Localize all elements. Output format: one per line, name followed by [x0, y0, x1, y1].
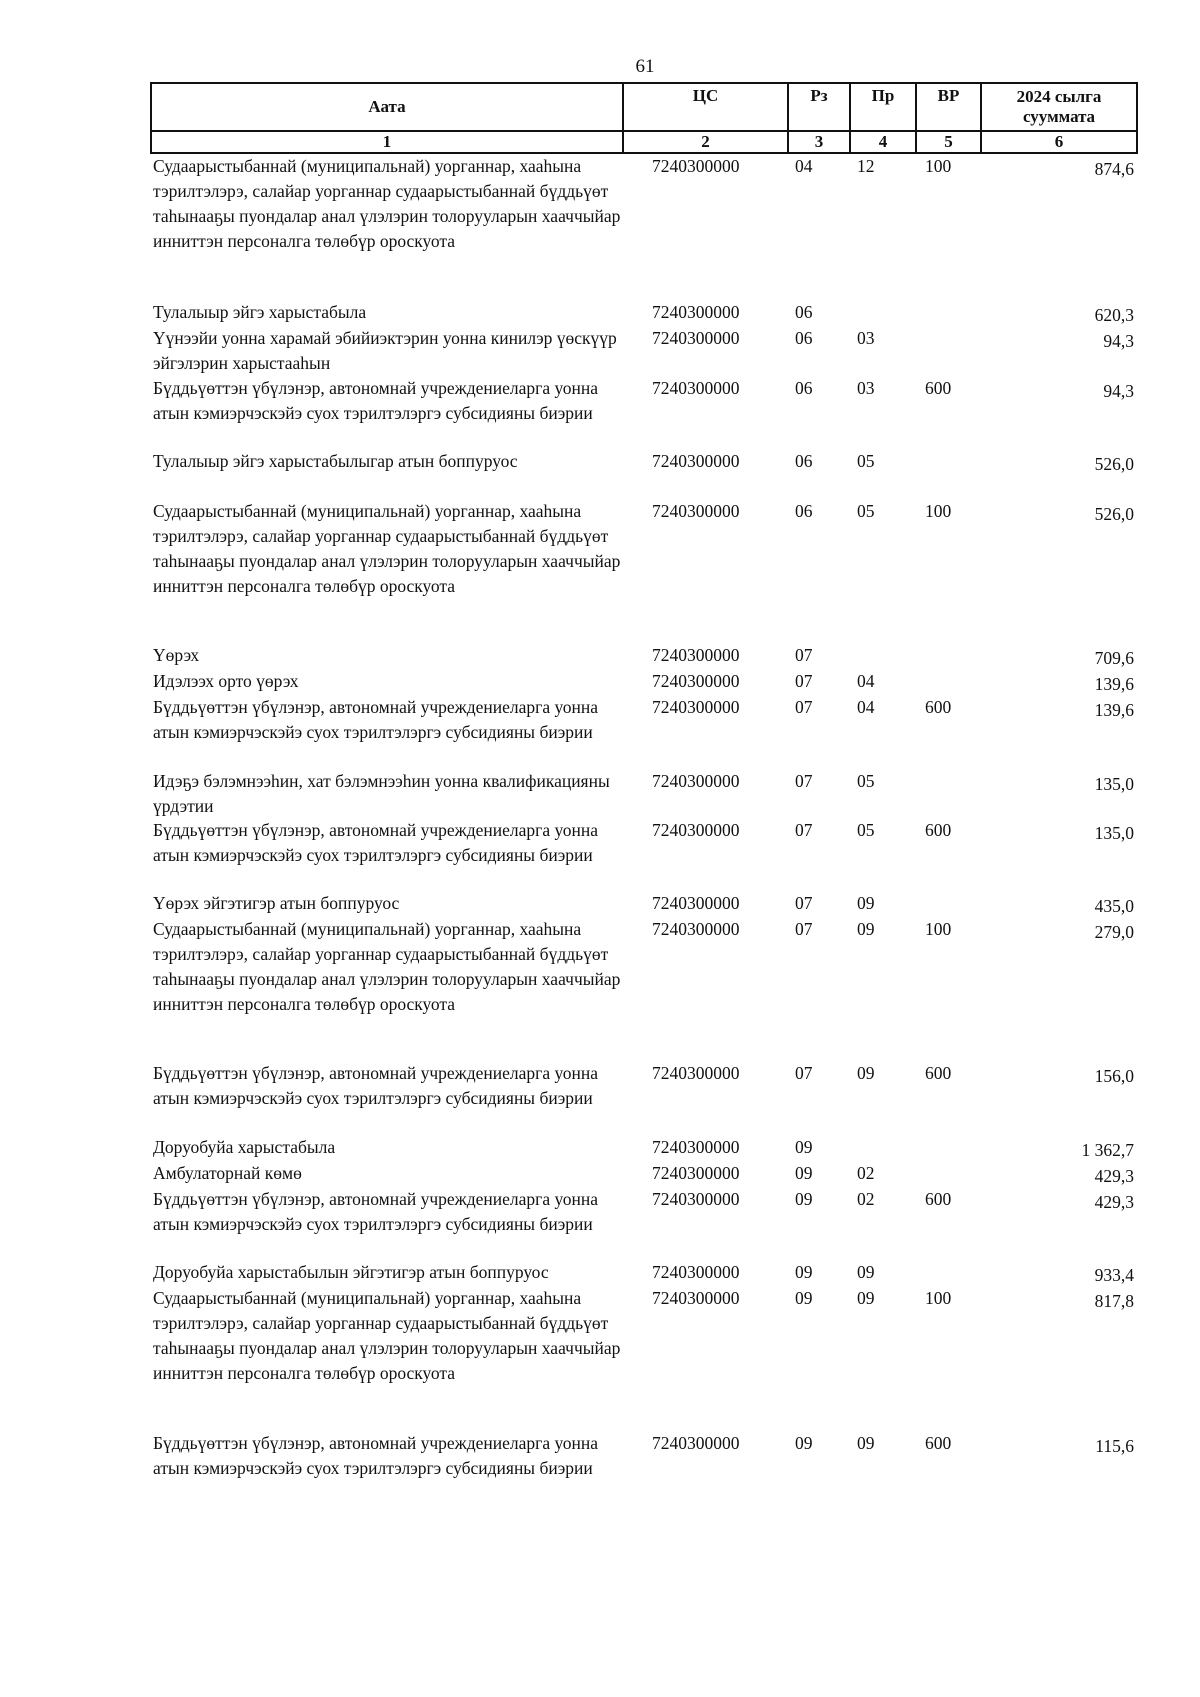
- cell-pr: 05: [857, 451, 875, 471]
- cell-rz: 07: [795, 893, 813, 913]
- cell-pr: 12: [857, 156, 875, 176]
- cell-pr: 03: [857, 328, 875, 348]
- header-name: Аата: [151, 83, 623, 131]
- cell-rz: 09: [795, 1288, 813, 1308]
- col-number: 5: [916, 131, 981, 153]
- cell-name: Идэҕэ бэлэмнээһин, хат бэлэмнээһин уонна квалификацияны үрдэтии: [153, 771, 610, 816]
- cell-vr: 600: [925, 378, 952, 398]
- cell-pr: 03: [857, 378, 875, 398]
- cell-cs: 7240300000: [652, 671, 740, 691]
- cell-vr: 600: [925, 1433, 952, 1453]
- cell-rz: 09: [795, 1163, 813, 1183]
- cell-sum: 279,0: [1094, 922, 1134, 942]
- cell-rz: 09: [795, 1433, 813, 1453]
- cell-cs: 7240300000: [652, 328, 740, 348]
- cell-rz: 06: [795, 378, 813, 398]
- cell-name: Амбулаторнай көмө: [153, 1163, 302, 1183]
- cell-cs: 7240300000: [652, 919, 740, 939]
- cell-cs: 7240300000: [652, 771, 740, 791]
- col-number: 1: [151, 131, 623, 153]
- cell-name: Бүддьүөттэн үбүлэнэр, автономнай учреждениеларга уонна атын кэмиэрчэскэйэ суох тэрилтэлэргэ субсидияны биэрии: [153, 820, 599, 865]
- cell-name: Тулалыыр эйгэ харыстабылыгар атын боппуруос: [153, 451, 518, 471]
- cell-cs: 7240300000: [652, 378, 740, 398]
- cell-cs: 7240300000: [652, 645, 740, 665]
- cell-sum: 139,6: [1094, 674, 1134, 694]
- header-sum-line1: 2024 сылга: [1016, 87, 1102, 106]
- header-rz: Рз: [788, 83, 850, 131]
- header-vr: ВР: [916, 83, 981, 131]
- cell-cs: 7240300000: [652, 1262, 740, 1282]
- cell-sum: 156,0: [1094, 1066, 1134, 1086]
- cell-name: Үөрэх эйгэтигэр атын боппуруос: [153, 893, 400, 913]
- cell-sum: 1 362,7: [1081, 1140, 1134, 1160]
- cell-name: Идэлээх орто үөрэх: [153, 671, 299, 691]
- cell-sum: 135,0: [1094, 823, 1134, 843]
- cell-rz: 07: [795, 1063, 813, 1083]
- cell-vr: 100: [925, 919, 952, 939]
- cell-pr: 02: [857, 1189, 875, 1209]
- cell-pr: 04: [857, 697, 875, 717]
- cell-cs: 7240300000: [652, 1288, 740, 1308]
- cell-rz: 07: [795, 671, 813, 691]
- cell-name: Бүддьүөттэн үбүлэнэр, автономнай учреждениеларга уонна атын кэмиэрчэскэйэ суох тэрилтэлэргэ субсидияны биэрии: [153, 1063, 599, 1108]
- cell-sum: 139,6: [1094, 700, 1134, 720]
- cell-sum: 526,0: [1094, 454, 1134, 474]
- cell-rz: 07: [795, 919, 813, 939]
- cell-name: Судаарыстыбаннай (муниципальнай) уорганнар, хааһына тэрилтэлэрэ, салайар уорганнар судаарыстыбаннай бүддьүөт таһынааҕы пуондалар анал үлэлэрин толорууларын хааччыйар инниттэн персоналга төлөбүр ороскуота: [153, 1288, 621, 1383]
- budget-table: [150, 82, 1136, 1514]
- cell-pr: 09: [857, 919, 875, 939]
- cell-sum: 435,0: [1094, 896, 1134, 916]
- cell-vr: 600: [925, 1189, 952, 1209]
- cell-name: Судаарыстыбаннай (муниципальнай) уорганнар, хааһына тэрилтэлэрэ, салайар уорганнар судаарыстыбаннай бүддьүөт таһынааҕы пуондалар анал үлэлэрин толорууларын хааччыйар инниттэн персоналга төлөбүр ороскуота: [153, 919, 621, 1014]
- cell-pr: 05: [857, 820, 875, 840]
- cell-name: Судаарыстыбаннай (муниципальнай) уорганнар, хааһына тэрилтэлэрэ, салайар уорганнар судаарыстыбаннай бүддьүөт таһынааҕы пуондалар анал үлэлэрин толорууларын хааччыйар инниттэн персоналга төлөбүр ороскуота: [153, 156, 621, 251]
- cell-cs: 7240300000: [652, 1433, 740, 1453]
- header-pr: Пр: [850, 83, 916, 131]
- cell-rz: 06: [795, 302, 813, 322]
- cell-cs: 7240300000: [652, 1063, 740, 1083]
- cell-name: Доруобуйа харыстабылын эйгэтигэр атын боппуруос: [153, 1262, 549, 1282]
- cell-cs: 7240300000: [652, 501, 740, 521]
- cell-name: Судаарыстыбаннай (муниципальнай) уорганнар, хааһына тэрилтэлэрэ, салайар уорганнар судаарыстыбаннай бүддьүөт таһынааҕы пуондалар анал үлэлэрин толорууларын хааччыйар инниттэн персоналга төлөбүр ороскуота: [153, 501, 621, 596]
- col-number: 6: [981, 131, 1137, 153]
- cell-sum: 874,6: [1094, 159, 1134, 179]
- cell-sum: 817,8: [1094, 1291, 1134, 1311]
- cell-vr: 600: [925, 820, 952, 840]
- cell-name: Тулалыыр эйгэ харыстабыла: [153, 302, 367, 322]
- cell-rz: 09: [795, 1189, 813, 1209]
- cell-vr: 100: [925, 501, 952, 521]
- cell-name: Үөрэх: [153, 645, 200, 665]
- cell-pr: 09: [857, 893, 875, 913]
- cell-rz: 06: [795, 451, 813, 471]
- header-sum-line2: суумматa: [1022, 107, 1096, 126]
- cell-name: Бүддьүөттэн үбүлэнэр, автономнай учреждениеларга уонна атын кэмиэрчэскэйэ суох тэрилтэлэргэ субсидияны биэрии: [153, 378, 599, 423]
- cell-pr: 05: [857, 501, 875, 521]
- cell-cs: 7240300000: [652, 820, 740, 840]
- cell-sum: 94,3: [1103, 331, 1134, 351]
- cell-cs: 7240300000: [652, 893, 740, 913]
- cell-vr: 600: [925, 1063, 952, 1083]
- table-body: [150, 154, 1136, 1514]
- cell-sum: 429,3: [1094, 1166, 1134, 1186]
- cell-cs: 7240300000: [652, 302, 740, 322]
- cell-sum: 709,6: [1094, 648, 1134, 668]
- cell-rz: 07: [795, 771, 813, 791]
- cell-sum: 115,6: [1095, 1436, 1134, 1456]
- cell-sum: 933,4: [1094, 1265, 1134, 1285]
- cell-rz: 09: [795, 1137, 813, 1157]
- cell-sum: 620,3: [1094, 305, 1134, 325]
- cell-name: Доруобуйа харыстабыла: [153, 1137, 336, 1157]
- cell-pr: 09: [857, 1262, 875, 1282]
- cell-rz: 09: [795, 1262, 813, 1282]
- cell-rz: 06: [795, 501, 813, 521]
- cell-sum: 135,0: [1094, 774, 1134, 794]
- cell-cs: 7240300000: [652, 1163, 740, 1183]
- cell-name: Бүддьүөттэн үбүлэнэр, автономнай учреждениеларга уонна атын кэмиэрчэскэйэ суох тэрилтэлэргэ субсидияны биэрии: [153, 1433, 599, 1478]
- cell-cs: 7240300000: [652, 451, 740, 471]
- cell-rz: 07: [795, 820, 813, 840]
- cell-cs: 7240300000: [652, 697, 740, 717]
- header-sum: [981, 83, 1137, 131]
- cell-pr: 09: [857, 1288, 875, 1308]
- table-header: [150, 82, 1138, 154]
- cell-rz: 07: [795, 645, 813, 665]
- page-number: 61: [635, 56, 655, 77]
- cell-pr: 05: [857, 771, 875, 791]
- cell-sum: 526,0: [1094, 504, 1134, 524]
- cell-pr: 02: [857, 1163, 875, 1183]
- cell-rz: 06: [795, 328, 813, 348]
- cell-rz: 07: [795, 697, 813, 717]
- cell-vr: 600: [925, 697, 952, 717]
- cell-cs: 7240300000: [652, 1189, 740, 1209]
- cell-pr: 09: [857, 1063, 875, 1083]
- cell-vr: 100: [925, 156, 952, 176]
- cell-sum: 429,3: [1094, 1192, 1134, 1212]
- col-number: 4: [850, 131, 916, 153]
- cell-pr: 04: [857, 671, 875, 691]
- cell-name: Бүддьүөттэн үбүлэнэр, автономнай учреждениеларга уонна атын кэмиэрчэскэйэ суох тэрилтэлэргэ субсидияны биэрии: [153, 697, 599, 742]
- cell-vr: 100: [925, 1288, 952, 1308]
- cell-pr: 09: [857, 1433, 875, 1453]
- cell-cs: 7240300000: [652, 156, 740, 176]
- col-number: 3: [788, 131, 850, 153]
- header-cs: ЦС: [623, 83, 788, 131]
- cell-name: Бүддьүөттэн үбүлэнэр, автономнай учреждениеларга уонна атын кэмиэрчэскэйэ суох тэрилтэлэргэ субсидияны биэрии: [153, 1189, 599, 1234]
- cell-cs: 7240300000: [652, 1137, 740, 1157]
- cell-rz: 04: [795, 156, 813, 176]
- cell-name: Үүнээйи уонна харамай эбийиэктэрин уонна кинилэр үөскүүр эйгэлэрин харыстааһын: [153, 328, 617, 373]
- col-number: 2: [623, 131, 788, 153]
- cell-sum: 94,3: [1103, 381, 1134, 401]
